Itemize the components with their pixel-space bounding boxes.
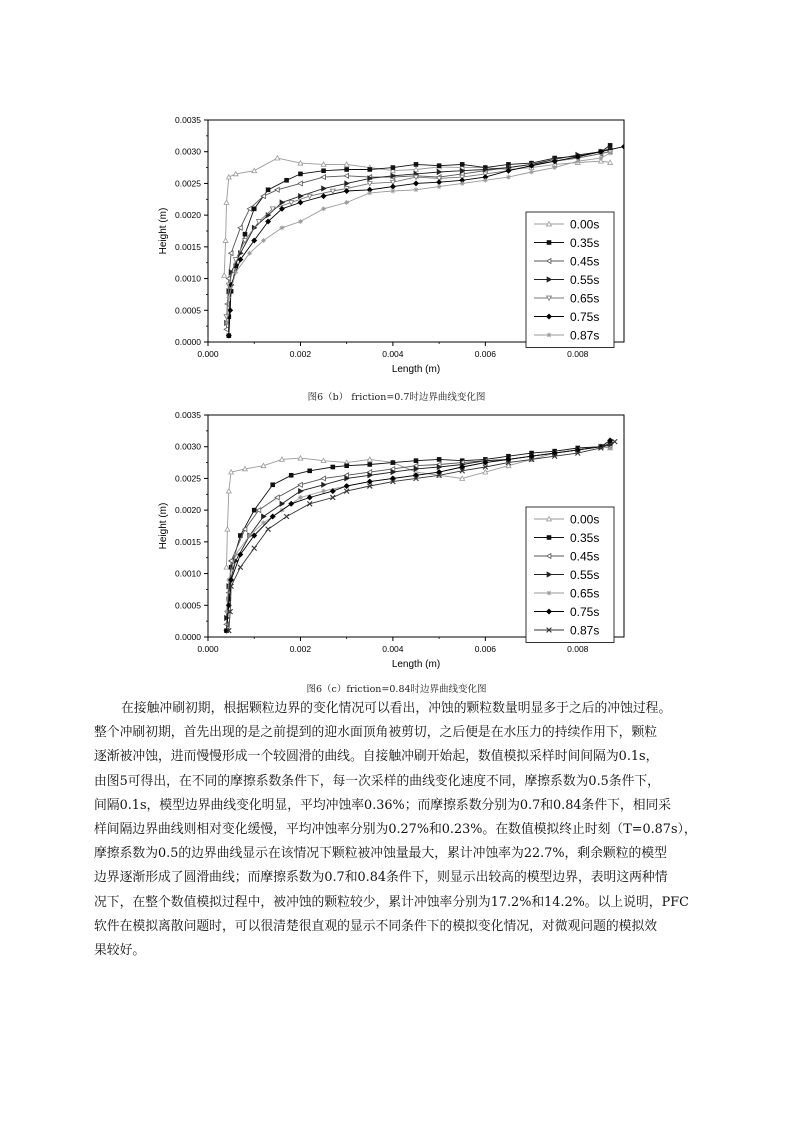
data-point (238, 565, 243, 570)
legend-label: 0.55s (570, 568, 600, 582)
x-tick-label: 0.008 (567, 644, 589, 654)
data-point (252, 168, 257, 172)
data-point (266, 188, 270, 192)
data-point (437, 170, 441, 175)
data-point (414, 163, 418, 167)
legend-marker (547, 333, 552, 338)
data-point (226, 489, 231, 493)
data-point (322, 169, 326, 173)
legend-label: 0.45s (570, 549, 600, 564)
y-tick-label: 0.0025 (175, 178, 201, 189)
data-point (345, 464, 349, 468)
y-tick-label: 0.0030 (175, 146, 201, 157)
body-line: 逐渐被冲蚀，进而慢慢形成一个较圆滑的曲线。自接触冲刷开始起，数值模拟采样时间间隔为0.1s， (94, 749, 659, 765)
data-point (437, 458, 441, 462)
data-point (330, 495, 335, 500)
body-line: 样间隔边界曲线则相对变化缓慢，平均冲蚀率分别为0.27%和0.23%。在数值模拟终止时刻（T=0.87s）， (94, 822, 697, 838)
figure-6b-caption: 图6（b） friction=0.7时边界曲线变化图 (307, 392, 486, 403)
data-point (266, 527, 271, 532)
data-point (622, 144, 627, 149)
data-point (299, 489, 303, 494)
legend-marker (547, 536, 551, 540)
data-point (252, 207, 256, 211)
data-point (298, 482, 302, 487)
figure-6b-chart (150, 108, 640, 380)
data-point (483, 178, 488, 183)
y-tick-label: 0.0005 (175, 305, 201, 316)
data-point (460, 163, 464, 167)
data-point (285, 178, 289, 182)
x-tick-label: 0.002 (289, 349, 312, 359)
data-point (367, 457, 372, 461)
legend-label: 0.75s (570, 605, 600, 619)
body-line: 在接触冲刷初期，根据颗粒边界的变化情况可以看出，冲蚀的颗粒数量明显多于之后的冲蚀过程。 (121, 701, 672, 716)
y-tick-label: 0.0015 (175, 241, 201, 252)
body-line: 况下，在整个数值模拟过程中，被冲蚀的颗粒较少，累计冲蚀率分别为17.2%和14.2%。以上说明，PFC (94, 894, 689, 910)
body-line: 软件在模拟离散问题时，可以很清楚很直观的显示不同条件下的模拟变化情况，对微观问题的模拟效 (94, 918, 658, 934)
data-point (321, 476, 325, 481)
data-point (368, 168, 372, 172)
data-point (299, 194, 303, 199)
data-point (298, 200, 303, 205)
body-line: 间隔0.1s，模型边界曲线变化明显，平均冲蚀率0.36%；而摩擦系数分别为0.7和0.84条件下，相同采 (94, 797, 672, 813)
x-tick-label: 0.000 (197, 349, 219, 359)
data-point (226, 175, 231, 179)
y-tick-label: 0.0015 (175, 536, 201, 547)
data-point (321, 175, 325, 180)
x-tick-label: 0.006 (474, 349, 496, 359)
x-tick-label: 0.008 (567, 349, 589, 359)
data-point (298, 495, 303, 500)
body-line: 边界逐渐形成了圆滑曲线；而摩擦系数为0.7和0.84条件下，则显示出较高的模型边界，表明这两种情 (94, 870, 668, 886)
data-point (391, 461, 395, 465)
body-line: 整个冲刷初期，首先出现的是之前提到的迎水面顶角被剪切，之后便是在水压力的持续作用下，颗粒 (94, 725, 658, 741)
data-point (228, 308, 233, 313)
data-point (460, 181, 465, 186)
data-point (391, 166, 395, 170)
data-point (224, 200, 229, 204)
data-point (322, 482, 326, 487)
data-point (575, 159, 580, 164)
data-point (414, 459, 418, 463)
y-axis (175, 115, 208, 347)
data-point (608, 151, 613, 156)
legend-label: 0.87s (570, 623, 600, 638)
data-point (437, 164, 441, 168)
legend-label: 0.75s (570, 310, 600, 324)
legend-marker (547, 241, 551, 245)
legend-label: 0.55s (570, 273, 600, 287)
data-point (331, 465, 335, 469)
data-point (344, 189, 349, 194)
data-point (529, 170, 534, 175)
legend-label: 0.45s (570, 254, 600, 269)
x-tick-label: 0.000 (197, 644, 219, 654)
y-tick-label: 0.0025 (175, 473, 201, 484)
data-point (299, 172, 303, 176)
data-point (414, 187, 419, 192)
data-point (252, 508, 256, 512)
x-tick-label: 0.002 (289, 644, 312, 654)
data-point (298, 219, 303, 224)
x-tick-label: 0.006 (474, 644, 496, 654)
y-tick-label: 0.0035 (175, 115, 201, 125)
x-tick-label: 0.004 (382, 644, 404, 654)
data-point (437, 184, 442, 189)
figure-6c-caption: 图6（c）friction=0.84时边界曲线变化图 (306, 684, 487, 695)
data-point (284, 514, 289, 519)
legend-label: 0.35s (570, 531, 600, 545)
data-point (612, 439, 617, 444)
data-point (243, 232, 247, 236)
data-point (222, 273, 227, 277)
data-point (414, 181, 419, 186)
y-axis (175, 410, 208, 642)
data-point (345, 168, 349, 172)
data-point (368, 463, 372, 467)
body-line: 果较好。 (94, 943, 146, 959)
data-point (506, 175, 511, 180)
data-point (321, 206, 326, 211)
data-point (552, 165, 557, 170)
data-point (224, 321, 229, 326)
x-tick-label: 0.004 (382, 349, 404, 359)
y-tick-label: 0.0010 (175, 568, 201, 579)
data-point (322, 186, 326, 191)
data-point (344, 173, 348, 178)
data-point (289, 473, 293, 477)
y-tick-label: 0.0035 (175, 410, 201, 420)
x-axis-title: Length (m) (391, 364, 441, 375)
body-paragraph (94, 697, 704, 963)
data-point (247, 251, 252, 256)
y-tick-label: 0.0020 (175, 210, 201, 221)
legend (526, 212, 614, 348)
legend-label: 0.00s (570, 512, 600, 527)
y-tick-label: 0.0020 (175, 505, 201, 516)
body-line: 由图5可得出，在不同的摩擦系数条件下，每一次采样的曲线变化速度不同，摩擦系数为0.5条件下， (94, 773, 660, 789)
legend-label: 0.65s (570, 291, 600, 306)
y-axis-title: Height (m) (158, 207, 169, 255)
y-tick-label: 0.0010 (175, 273, 201, 284)
legend-marker (547, 591, 552, 596)
data-point (598, 156, 603, 161)
data-point (252, 546, 257, 551)
data-point (224, 565, 229, 569)
y-tick-label: 0.0005 (175, 600, 201, 611)
data-point (298, 181, 302, 186)
data-point (233, 270, 238, 275)
x-axis-title: Length (m) (391, 659, 441, 670)
data-point (308, 469, 312, 473)
data-point (225, 527, 230, 531)
data-point (367, 191, 372, 196)
data-point (437, 180, 442, 185)
data-point (321, 194, 326, 199)
data-point (275, 187, 279, 192)
y-axis-title: Height (m) (158, 502, 169, 550)
data-point (275, 156, 280, 160)
data-point (226, 295, 231, 300)
legend-label: 0.35s (570, 236, 600, 250)
legend (526, 507, 614, 643)
data-point (280, 225, 285, 230)
y-tick-label: 0.0000 (175, 337, 201, 347)
data-point (390, 189, 395, 194)
data-point (247, 206, 251, 211)
data-point (390, 184, 395, 189)
data-point (261, 238, 266, 243)
legend-label: 0.00s (570, 217, 600, 232)
figure-6c-chart (150, 403, 640, 675)
body-line: 摩擦系数为0.5的边界曲线显示在该情况下颗粒被冲蚀量最大，累计冲蚀率为22.7%，剩余颗粒的模型 (94, 846, 667, 862)
data-point (344, 200, 349, 205)
y-tick-label: 0.0030 (175, 441, 201, 452)
y-tick-label: 0.0000 (175, 632, 201, 642)
data-point (608, 446, 613, 451)
data-point (345, 181, 349, 186)
data-point (223, 238, 228, 242)
legend-label: 0.65s (570, 586, 600, 601)
legend-label: 0.87s (570, 328, 600, 343)
data-point (271, 483, 275, 487)
data-point (280, 200, 284, 205)
